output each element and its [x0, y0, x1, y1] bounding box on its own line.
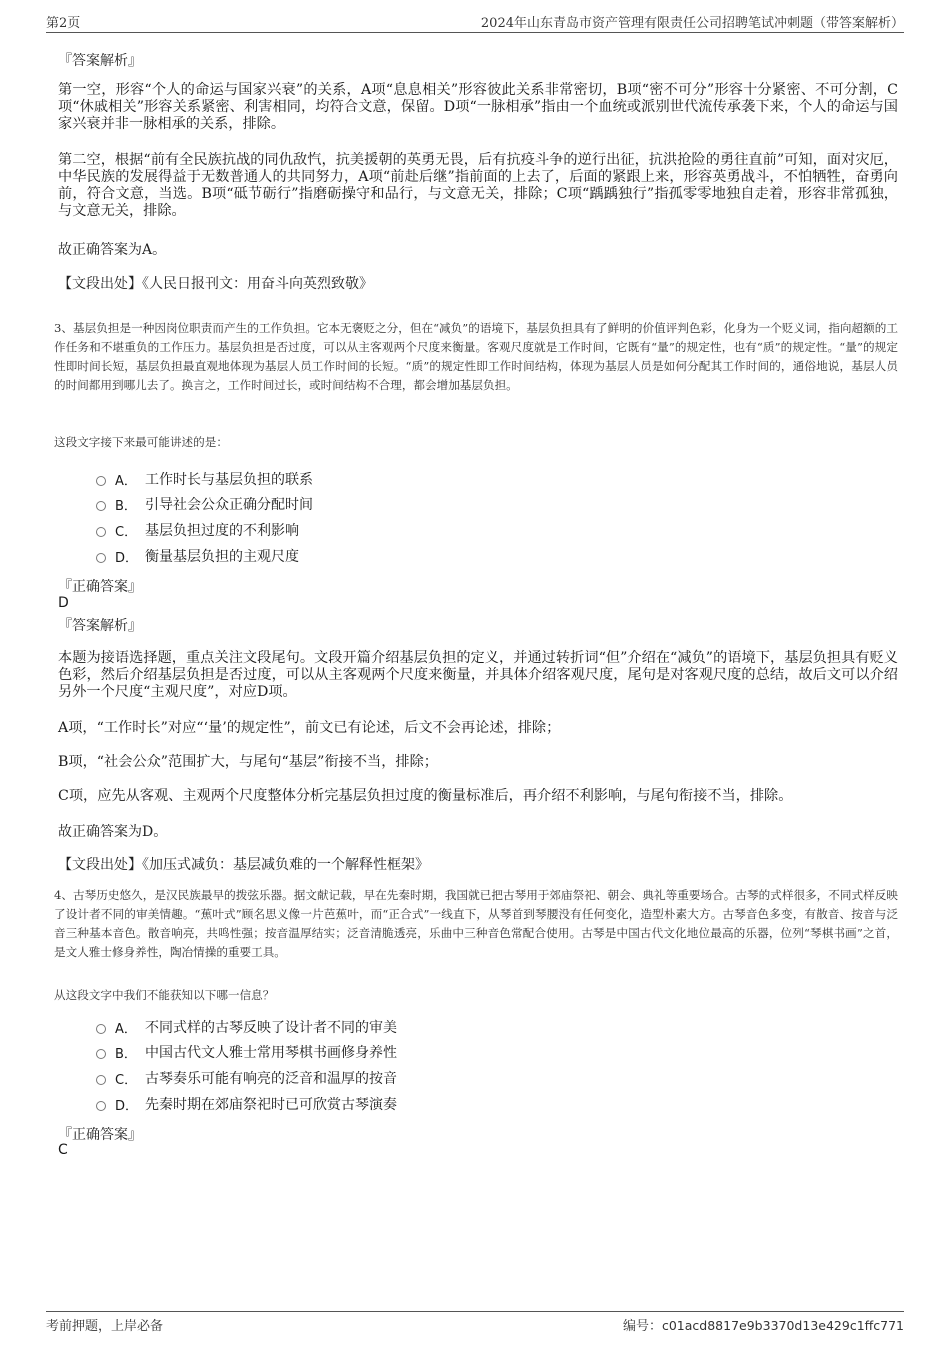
- q3-passage: 3、基层负担是一种因岗位职责而产生的工作负担。它本无褒贬之分，但在“减负”的语境下，基层负担具有了鲜明的价值评判色彩，化身为一个贬义词，指向超额的工作任务和不堪重负的工作压力。基层负担是否过度，可以从主客观两个尺度来衡量。客观尺度就是工作时间，它既有“量”的规定性，也有“质”的规定性。“量”的规定性即时间长短，基层负担最直观地体现为基层人员工作时间的长短。“质”的规定性即工作时间结构，体现为基层人员是如何分配其工作时间的，通俗地说，基层人员的时间都用到哪儿去了。换言之，工作时间过长，或时间结构不合理，都会增加基层负担。: [54, 321, 898, 392]
- radio-icon[interactable]: [96, 553, 106, 563]
- q4-option-d[interactable]: D． 先秦时期在郊庙祭祀时已可欣赏古琴演奏: [96, 1094, 397, 1114]
- q3-conclusion: 故正确答案为D。: [58, 824, 168, 840]
- q3-question: 这段文字接下来最可能讲述的是：: [54, 435, 228, 449]
- q3-analysis-4: C项，应先从客观、主观两个尺度整体分析完基层负担过度的衡量标准后，再介绍不利影响，与尾句衔接不当，排除。: [58, 788, 793, 804]
- q4-passage: 4、古琴历史悠久，是汉民族最早的拨弦乐器。据文献记载，早在先秦时期，我国就已把古琴用于郊庙祭祀、朝会、典礼等重要场合。古琴的式样很多，不同式样反映了设计者不同的审美情趣。“蕉叶式”顾名思义像一片芭蕉叶，而“正合式”一线直下，从琴首到琴腰没有任何变化，造型朴素大方。古琴音色多变，有散音、按音与泛音三种基本音色。散音响亮，共鸣性强；按音温厚结实；泛音清脆透亮，乐曲中三种音色常配合使用。古琴是中国古代文化地位最高的乐器，位列“琴棋书画”之首，是文人雅士修身养性，陶冶情操的重要工具。: [54, 888, 898, 959]
- q4-question: 从这段文字中我们不能获知以下哪一信息？: [54, 988, 275, 1002]
- footer-code: c01acd8817e9b3370d13e429c1ffc771: [661, 1318, 904, 1333]
- document-title: 2024年山东青岛市资产管理有限责任公司招聘笔试冲刺题（带答案解析）: [480, 16, 904, 31]
- page-number: 第2页: [46, 16, 81, 31]
- q4-option-b[interactable]: B． 中国古代文人雅士常用琴棋书画修身养性: [96, 1042, 397, 1062]
- q2-analysis-para2: 第二空，根据“前有全民族抗战的同仇敌忾，抗美援朝的英勇无畏，后有抗疫斗争的逆行出征，抗洪抢险的勇往直前”可知，面对灾厄，中华民族的发展得益于无数普通人的共同努力，A项“前赴后继”指前面的上去了，后面的紧跟上来，形容英勇战斗，不怕牺牲，奋勇向前，符合文意，当选。B项“砥节砺行”指磨砺操守和品行，与文意无关，排除；C项“踽踽独行”指孤零零地独自走着，形容非常孤独，与文意无关，排除。: [58, 152, 898, 219]
- q3-analysis-2: A项，“工作时长”对应“‘量’的规定性”，前文已有论述，后文不会再论述，排除；: [58, 720, 561, 736]
- page-footer: [46, 1311, 904, 1334]
- q4-answer: C: [58, 1142, 68, 1158]
- radio-icon[interactable]: [96, 1049, 106, 1059]
- q3-analysis-1: 本题为接语选择题，重点关注文段尾句。文段开篇介绍基层负担的定义，并通过转折词“但”介绍在“减负”的语境下，基层负担具有贬义色彩，然后介绍基层负担是否过度，可以从主客观两个尺度来衡量，并具体介绍客观尺度，尾句是对客观尺度的总结，故后文可以介绍另外一个尺度“主观尺度”，对应D项。: [58, 650, 898, 700]
- radio-icon[interactable]: [96, 476, 106, 486]
- q2-conclusion: 故正确答案为A。: [58, 242, 167, 258]
- q3-answer: D: [58, 595, 69, 611]
- radio-icon[interactable]: [96, 527, 106, 537]
- q4-answer-label: 『正确答案』: [58, 1127, 142, 1143]
- q3-option-b[interactable]: B． 引导社会公众正确分配时间: [96, 494, 313, 514]
- radio-icon[interactable]: [96, 1075, 106, 1085]
- q3-option-c[interactable]: C． 基层负担过度的不利影响: [96, 520, 299, 540]
- q3-answer-label: 『正确答案』: [58, 579, 142, 595]
- radio-icon[interactable]: [96, 1024, 106, 1034]
- q3-analysis-label: 『答案解析』: [58, 618, 142, 634]
- footer-code-label: 编号：: [622, 1319, 662, 1334]
- footer-slogan: 考前押题，上岸必备: [46, 1319, 164, 1334]
- q2-analysis-label: 『答案解析』: [58, 53, 142, 69]
- radio-icon[interactable]: [96, 1101, 106, 1111]
- q4-option-a[interactable]: A． 不同式样的古琴反映了设计者不同的审美: [96, 1017, 397, 1037]
- q4-option-c[interactable]: C． 古琴奏乐可能有响亮的泛音和温厚的按音: [96, 1068, 397, 1088]
- q2-source: 【文段出处】《人民日报刊文：用奋斗向英烈致敬》: [58, 276, 373, 292]
- page-header: [46, 10, 904, 33]
- q3-analysis-3: B项，“社会公众”范围扩大，与尾句“基层”衔接不当，排除；: [58, 754, 438, 770]
- q2-analysis-para1: 第一空，形容“个人的命运与国家兴衰”的关系，A项“息息相关”形容彼此关系非常密切，B项“密不可分”形容十分紧密、不可分割，C项“休戚相关”形容关系紧密、利害相同，均符合文意，保留。D项“一脉相承”指由一个血统或派别世代流传承袭下来，个人的命运与国家兴衰并非一脉相承的关系，排除。: [58, 82, 898, 132]
- q3-option-d[interactable]: D． 衡量基层负担的主观尺度: [96, 546, 299, 566]
- q3-source: 【文段出处】《加压式减负：基层减负难的一个解释性框架》: [58, 857, 429, 873]
- footer-code-wrap: [623, 1315, 904, 1334]
- radio-icon[interactable]: [96, 501, 106, 511]
- q3-option-a[interactable]: A． 工作时长与基层负担的联系: [96, 469, 313, 489]
